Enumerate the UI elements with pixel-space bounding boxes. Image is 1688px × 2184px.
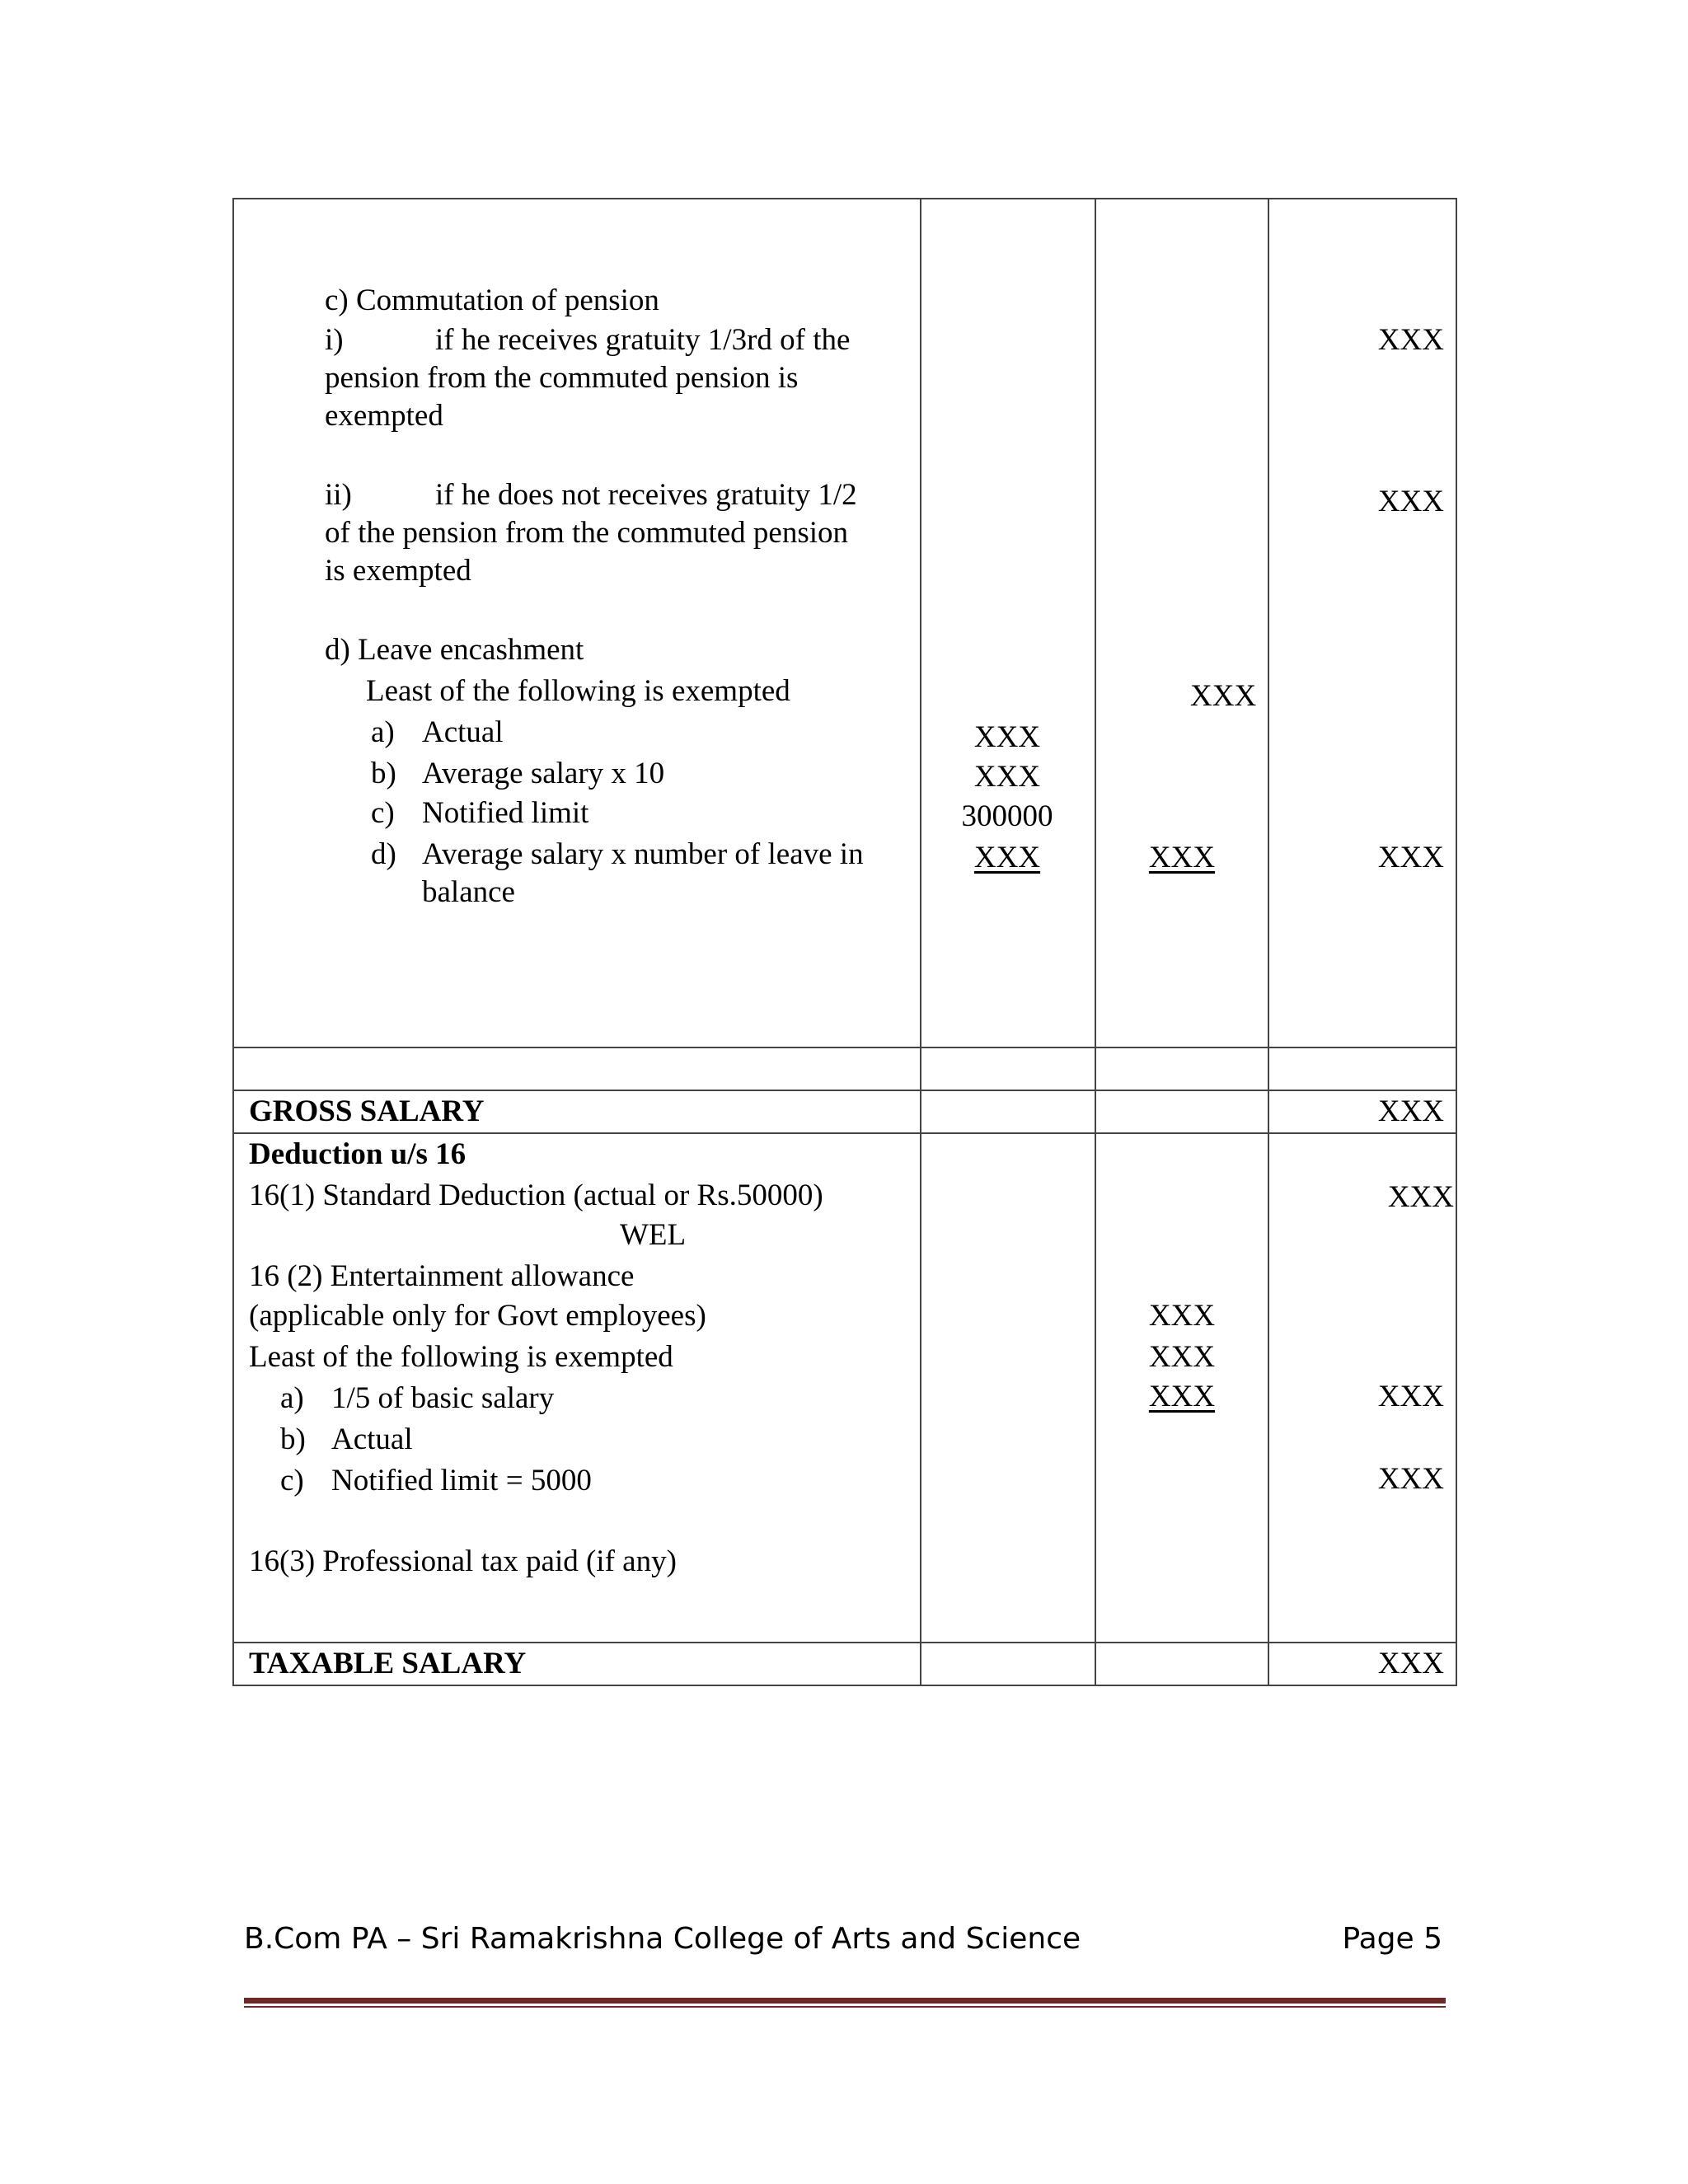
pension-heading: c) Commutation of pension xyxy=(325,284,659,317)
leave-col4-value: XXX xyxy=(1377,841,1444,874)
leave-item-marker: d) xyxy=(371,837,396,871)
gross-salary-value: XXX xyxy=(1377,1094,1444,1128)
pension-item-i-number: i) xyxy=(325,323,344,357)
pension-item-ii-text: is exempted xyxy=(325,554,471,588)
pension-item-i-text: pension from the commuted pension is xyxy=(325,361,799,395)
leave-item-value: XXX xyxy=(973,720,1041,754)
entertainment-allowance-subheading: Least of the following is exempted xyxy=(249,1340,673,1374)
leave-item-marker: b) xyxy=(371,757,396,790)
table-border-right xyxy=(1456,198,1457,1686)
deduction-item-label: 1/5 of basic salary xyxy=(331,1381,555,1415)
row-divider xyxy=(232,1047,1457,1048)
column-divider xyxy=(1268,198,1269,1686)
footer-rule-thin xyxy=(244,2006,1446,2008)
leave-item-label: Notified limit xyxy=(422,796,589,830)
professional-tax-label: 16(3) Professional tax paid (if any) xyxy=(249,1544,677,1578)
deduction-item-label: Actual xyxy=(331,1422,413,1456)
taxable-salary-value: XXX xyxy=(1377,1647,1444,1680)
deduction-item-marker: a) xyxy=(280,1381,304,1415)
entertainment-allowance-note: (applicable only for Govt employees) xyxy=(249,1299,706,1333)
standard-deduction-label: 16(1) Standard Deduction (actual or Rs.50000) xyxy=(249,1179,823,1212)
leave-item-value: 300000 xyxy=(961,799,1053,833)
standard-deduction-note: WEL xyxy=(620,1218,687,1252)
entertainment-col3-value: XXX xyxy=(1148,1380,1216,1413)
leave-col3-value: XXX xyxy=(1148,841,1216,874)
leave-item-marker: c) xyxy=(371,796,395,830)
pension-item-ii-text: of the pension from the commuted pension xyxy=(325,516,849,550)
leave-item-label: balance xyxy=(422,875,515,909)
deduction-item-marker: b) xyxy=(280,1422,306,1456)
taxable-salary-label: TAXABLE SALARY xyxy=(249,1647,527,1680)
table-border-left xyxy=(232,198,234,1686)
leave-item-label: Actual xyxy=(422,715,504,749)
leave-item-value: XXX xyxy=(973,841,1041,874)
professional-tax-value: XXX xyxy=(1377,1462,1444,1496)
gross-salary-label: GROSS SALARY xyxy=(249,1094,485,1128)
leave-subheading: Least of the following is exempted xyxy=(366,674,790,708)
entertainment-allowance-label: 16 (2) Entertainment allowance xyxy=(249,1259,635,1293)
deduction-heading: Deduction u/s 16 xyxy=(249,1137,467,1171)
footer-course-text: B.Com PA – Sri Ramakrishna College of Arts and Science xyxy=(244,1922,1081,1956)
leave-item-marker: a) xyxy=(371,715,395,749)
column-divider xyxy=(1095,198,1096,1686)
pension-item-i-value: XXX xyxy=(1377,323,1444,357)
leave-subheading-value: XXX xyxy=(1190,679,1257,713)
salary-computation-table xyxy=(232,198,1457,1686)
pension-item-i-text: exempted xyxy=(325,399,443,433)
footer-rule-thick xyxy=(244,1998,1446,2004)
table-border-bottom xyxy=(232,1685,1457,1686)
column-divider xyxy=(920,198,921,1686)
entertainment-col3-value: XXX xyxy=(1148,1299,1216,1333)
leave-item-label: Average salary x number of leave in xyxy=(422,837,864,871)
deduction-item-marker: c) xyxy=(280,1464,304,1497)
pension-item-ii-value: XXX xyxy=(1377,485,1444,518)
entertainment-col3-value: XXX xyxy=(1148,1340,1216,1374)
pension-item-i-text: if he receives gratuity 1/3rd of the xyxy=(435,323,851,357)
leave-item-label: Average salary x 10 xyxy=(422,757,665,790)
standard-deduction-value: XXX xyxy=(1387,1180,1454,1214)
leave-heading: d) Leave encashment xyxy=(325,633,584,667)
pension-item-ii-text: if he does not receives gratuity 1/2 xyxy=(435,478,857,512)
footer-page-number: Page 5 xyxy=(1342,1922,1442,1956)
leave-item-value: XXX xyxy=(973,760,1041,794)
pension-item-ii-number: ii) xyxy=(325,478,352,512)
entertainment-allowance-value: XXX xyxy=(1377,1380,1444,1413)
table-border-top xyxy=(232,198,1457,199)
deduction-item-label: Notified limit = 5000 xyxy=(331,1464,592,1497)
